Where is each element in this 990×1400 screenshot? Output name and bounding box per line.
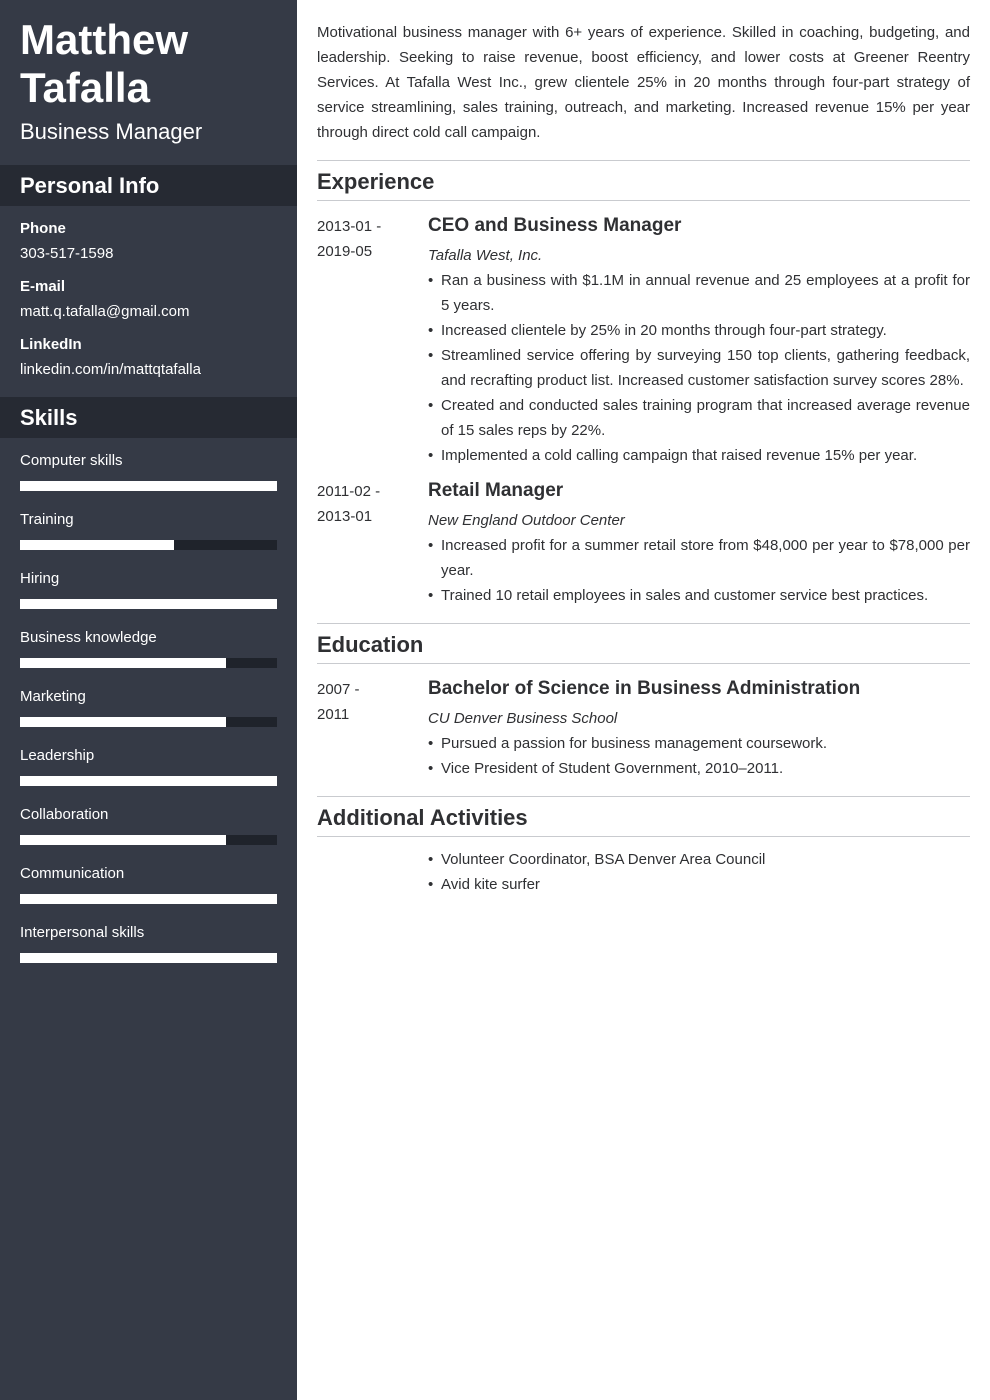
skill-item <box>20 805 277 855</box>
list-item: • Vice President of Student Government, 2010–2011. <box>428 756 970 781</box>
education-date-range <box>317 677 417 727</box>
job-company: New England Outdoor Center <box>428 512 625 529</box>
section-divider <box>317 836 970 837</box>
skill-bar-fill <box>20 599 277 609</box>
email-label: E-mail <box>20 278 66 295</box>
skill-bar <box>20 953 277 963</box>
job-position: CEO and Business Manager <box>428 215 682 236</box>
skills-heading: Skills <box>0 397 297 438</box>
skill-label: Training <box>20 511 74 528</box>
personal-info-heading: Personal Info <box>0 165 297 206</box>
skill-label: Business knowledge <box>20 629 157 646</box>
job-date-start: 2011-02 - <box>317 483 381 500</box>
skill-label: Leadership <box>20 747 95 764</box>
skill-label: Interpersonal skills <box>20 924 145 941</box>
sidebar <box>0 0 297 1400</box>
education-school: CU Denver Business School <box>428 710 618 727</box>
skill-item <box>20 923 277 973</box>
skill-bar <box>20 658 277 668</box>
summary-paragraph: Motivational business manager with 6+ years of experience. Skilled in coaching, budgeting, and leadership. Seeking to raise revenue, boost efficiency, and lower costs at Greener Reentry Services. At Tafalla West Inc., grew clientele 25% in 20 months through four-part strategy of service streamlining, sales training, outreach, and marketing. Increased revenue 15% per year through direct cold call campaign. <box>317 24 970 141</box>
list-item: • Volunteer Coordinator, BSA Denver Area Council <box>428 847 970 872</box>
job-title: Business Manager <box>20 119 203 144</box>
education-date-end: 2011 <box>317 706 350 723</box>
linkedin-label: LinkedIn <box>20 336 82 353</box>
job-bullet-list <box>428 533 970 608</box>
section-divider <box>317 796 970 797</box>
job-date-end: 2019-05 <box>317 243 373 260</box>
skill-bar-fill <box>20 894 277 904</box>
skill-item <box>20 746 277 796</box>
education-bullet-list <box>428 731 970 781</box>
list-item: • Increased profit for a summer retail store from $48,000 per year to $78,000 per year. <box>428 533 970 583</box>
skill-item <box>20 451 277 501</box>
skill-bar-fill <box>20 481 277 491</box>
skill-bar <box>20 717 277 727</box>
skill-item <box>20 628 277 678</box>
skill-bar <box>20 540 277 550</box>
list-item: • Pursued a passion for business management coursework. <box>428 731 970 756</box>
section-divider <box>317 663 970 664</box>
activities-bullet-list <box>428 847 970 897</box>
skill-bar-fill <box>20 776 277 786</box>
job-bullet-list <box>428 268 970 468</box>
job-date-range <box>317 479 417 529</box>
skill-bar-fill <box>20 717 226 727</box>
skill-item <box>20 687 277 737</box>
section-divider <box>317 160 970 161</box>
skill-bar <box>20 481 277 491</box>
phone-value[interactable]: 303-517-1598 <box>20 245 114 262</box>
section-divider <box>317 200 970 201</box>
skill-bar <box>20 776 277 786</box>
section-divider <box>317 623 970 624</box>
education-date-start: 2007 - <box>317 681 360 698</box>
phone-label: Phone <box>20 220 66 237</box>
job-date-start: 2013-01 - <box>317 218 382 235</box>
skill-item <box>20 510 277 560</box>
list-item: • Streamlined service offering by surveying 150 top clients, gathering feedback, and recrafting product list. Increased customer satisfaction survey scores 28%. <box>428 343 970 393</box>
skill-bar <box>20 835 277 845</box>
skill-bar-fill <box>20 953 277 963</box>
job-position: Retail Manager <box>428 480 564 501</box>
education-degree: Bachelor of Science in Business Administration <box>428 678 861 699</box>
linkedin-value[interactable]: linkedin.com/in/mattqtafalla <box>20 361 201 378</box>
skill-bar <box>20 894 277 904</box>
activities-heading: Additional Activities <box>317 805 528 830</box>
job-date-range <box>317 214 417 264</box>
candidate-name: Matthew Tafalla <box>20 16 188 111</box>
list-item: • Avid kite surfer <box>428 872 970 897</box>
skill-bar-fill <box>20 835 226 845</box>
skill-bar <box>20 599 277 609</box>
skill-bar-fill <box>20 540 174 550</box>
list-item: • Trained 10 retail employees in sales and customer service best practices. <box>428 583 970 608</box>
job-company: Tafalla West, Inc. <box>428 247 543 264</box>
skill-label: Collaboration <box>20 806 109 823</box>
job-date-end: 2013-01 <box>317 508 373 525</box>
skill-item <box>20 569 277 619</box>
list-item: • Increased clientele by 25% in 20 months through four-part strategy. <box>428 318 970 343</box>
list-item: • Created and conducted sales training program that increased average revenue of 15 sales reps by 22%. <box>428 393 970 443</box>
skill-label: Communication <box>20 865 125 882</box>
list-item: • Implemented a cold calling campaign that raised revenue 15% per year. <box>428 443 970 468</box>
list-item: • Ran a business with $1.1M in annual revenue and 25 employees at a profit for 5 years. <box>428 268 970 318</box>
skill-label: Computer skills <box>20 452 123 469</box>
skill-label: Hiring <box>20 570 60 587</box>
skill-item <box>20 864 277 914</box>
skill-label: Marketing <box>20 688 86 705</box>
skill-bar-fill <box>20 658 226 668</box>
experience-heading: Experience <box>317 169 435 194</box>
email-value[interactable]: matt.q.tafalla@gmail.com <box>20 303 190 320</box>
education-heading: Education <box>317 632 424 657</box>
